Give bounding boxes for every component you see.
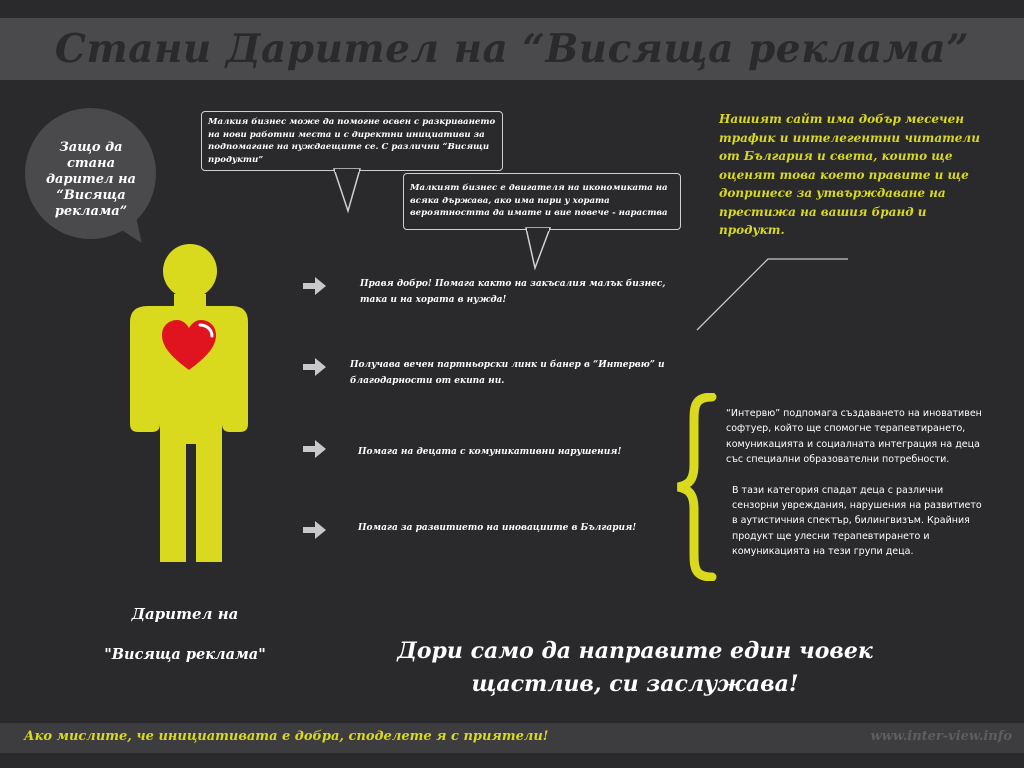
slogan-line2: щастлив, си заслужава! [471,671,799,697]
slogan-line1: Дори само да направите един човек [397,638,873,664]
arrow-right-icon [303,276,327,296]
curly-brace-icon [672,393,720,581]
speech-bubble-small-business [201,111,503,171]
speech-bubble-text: Малкия бизнес може да помогне освен с разкриването на нови работни места и с директни инициативи за подпомагане на нуждаещите се. С различни “Висящи продукти” [208,117,496,165]
slogan [350,635,920,701]
footer-site-url[interactable]: www.inter-view.info [870,729,1012,744]
heart-icon [160,318,218,374]
interview-info-paragraph: В тази категория спадат деца с различни сензорни увреждания, нарушения на развитието в аутистичния спектър, билингвизъм. Крайния продукт ще улесни терапевтирането и комуникацията на тези групи деца. [732,484,982,558]
speech-bubble-economy [403,173,681,230]
benefit-do-good: Правя добро! Помага както на закъсалия малък бизнес, така и на хората в нужда! [360,279,666,305]
benefit-children: Помага на децата с комуникативни нарушения! [358,447,622,457]
why-bubble-text: Защо да стана дарител на “Висяща реклама” [46,140,136,219]
speech-bubble-text: Малкият бизнес е двигателя на икономиката на всяка държава, ако има пари у хората вероятността да имате и вие повече - нараства [410,183,668,218]
arrow-right-icon [303,357,327,377]
interview-info-paragraph: “Интервю” подпомага създаването на иновативен софтуер, който ще спомогне терапевтирането, комуникацията и социалната интеграция на деца със специални образователни потребности. [726,408,982,466]
speech-bubble-tail-icon [330,169,370,214]
page-title: Стани Дарител на “Висяща реклама” [54,26,970,72]
footer-share-text: Ако мислите, че инициативата е добра, споделете я с приятели! [24,729,549,744]
interview-info [726,406,988,560]
benefit-innovation: Помага за развитието на иновациите в България! [358,523,637,533]
site-info-text: Нашият сайт има добър месечен трафик и интелегентни читатели от България и света, които ще оценят това което правите и ще допринесе за утвърждаване на престижа на вашия бранд и продукт. [719,112,980,237]
header-banner [0,18,1024,80]
arrow-right-icon [303,520,327,540]
arrow-right-icon [303,439,327,459]
donor-label-line1: Дарител на [131,605,239,623]
benefit-partner-link: Получава вечен партньорски линк и банер в “Интервю” и благодарности от екипа ни. [350,360,665,386]
donor-person-icon [118,244,254,564]
speech-bubble-tail-icon [522,228,558,270]
connector-line [694,255,852,335]
footer-bar [0,723,1024,753]
donor-label-line2: "Висяща реклама" [104,646,266,663]
